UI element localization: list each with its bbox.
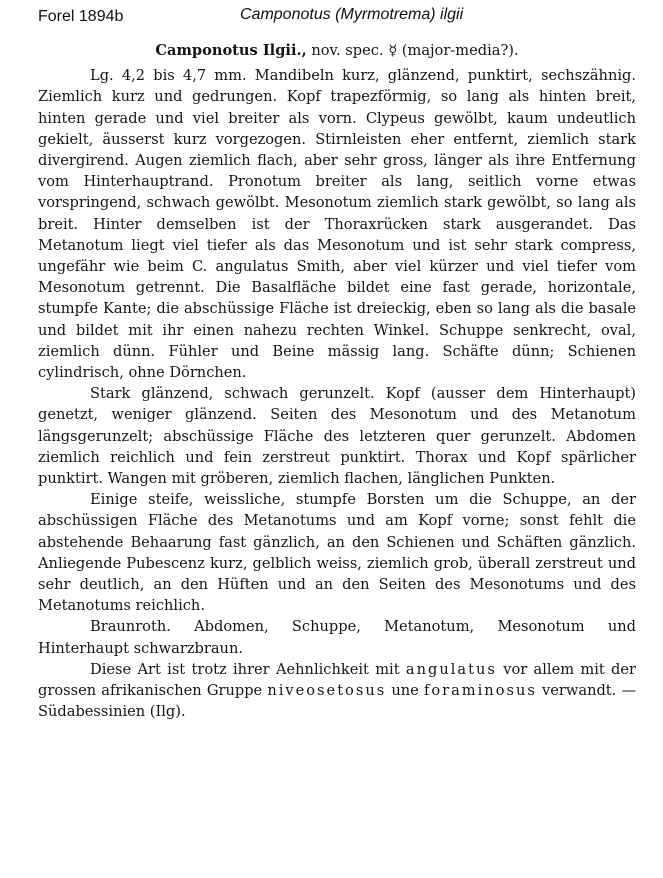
affinity-text-4: verwandt. — Südabessinien (Ilg). [38,682,637,721]
species-heading: Camponotus (Myrmotrema) ilgii [240,6,464,23]
species-status: nov. spec. ☿ (major-media?). [311,42,519,59]
color-paragraph: Braunroth. Abdomen, Schuppe, Metanotum, Mesonotum und Hinterhaupt schwarzbraun. [38,618,636,657]
species-title [38,40,636,61]
species-ref-angulatus: angulatus [405,660,497,678]
affinity-paragraph [38,659,636,723]
sculpture-paragraph: Stark glänzend, schwach gerunzelt. Kopf (ausser dem Hinterhaupt) genetzt, weniger glänzend. Seiten des Mesonotum und des Metanotum längsgerunzelt; abschüssige Fläche des letzteren quer gerunzelt. Abdomen ziemlich reichlich und fein zerstreut punktirt. Thorax und Kopf spärlicher punktirt. Wangen mit gröberen, ziemlich flachen, länglichen Punkten. [38,385,636,488]
page-header [0,0,663,36]
affinity-text-2: vor allem mit der grossen afrikanischen Gruppe [38,660,637,700]
affinity-text-3: une [391,682,419,700]
description-paragraph: Lg. 4,2 bis 4,7 mm. Mandibeln kurz, glänzend, punktirt, sechszähnig. Ziemlich kurz und gedrungen. Kopf trapezförmig, so lang als hinten breit, hinten gerade und viel breiter als vorn. Clypeus gewölbt, kaum undeutlich gekielt, äusserst kurz vorgezogen. Stirnleisten eher entfernt, ziemlich stark divergirend. Augen ziemlich flach, aber sehr gross, länger als ihre Entfernung vom Hinterhauptrand. Pronotum breiter als lang, seitlich vorne etwas vorspringend, schwach gewölbt. Mesonotum ziemlich stark gewölbt, so lang als breit. Hinter demselben ist der Thoraxrücken stark ausgerandet. Das Metanotum liegt viel tiefer als das Mesonotum und ist sehr stark compress, ungefähr wie beim C. angulatus Smith, aber viel kürzer und viel tiefer vom Mesonotum getrennt. Die Basalfläche bildet eine fast gerade, horizontale, stumpfe Kante; die abschüssige Fläche ist dreieckig, eben so lang als die basale und bildet mit ihr einen nahezu rechten Winkel. Schuppe senkrecht, oval, ziemlich dünn. Fühler und Beine mässig lang. Schäfte dünn; Schienen cylindrisch, ohne Dörnchen. [38,67,636,382]
affinity-text-1: Diese Art ist trotz ihrer Aehnlichkeit mit [90,660,400,678]
species-ref-foraminosus: foraminosus [423,682,537,700]
citation-label: Forel 1894b [38,8,124,25]
pilosity-paragraph: Einige steife, weissliche, stumpfe Borsten um die Schuppe, an der abschüssigen Fläche des Metanotums und am Kopf vorne; sonst fehlt die abstehende Behaarung fast gänzlich, an den Schienen und Schäften gänzlich. Anliegende Pubescenz kurz, gelblich weiss, ziemlich grob, überall zerstreut und sehr deutlich, an den Hüften und an den Seiten des Mesonotums und des Metanotums reichlich. [38,491,636,615]
document-body [38,40,636,723]
species-name: Camponotus Ilgii., [155,42,307,59]
species-ref-niveosetosus: niveosetosus [267,682,387,700]
